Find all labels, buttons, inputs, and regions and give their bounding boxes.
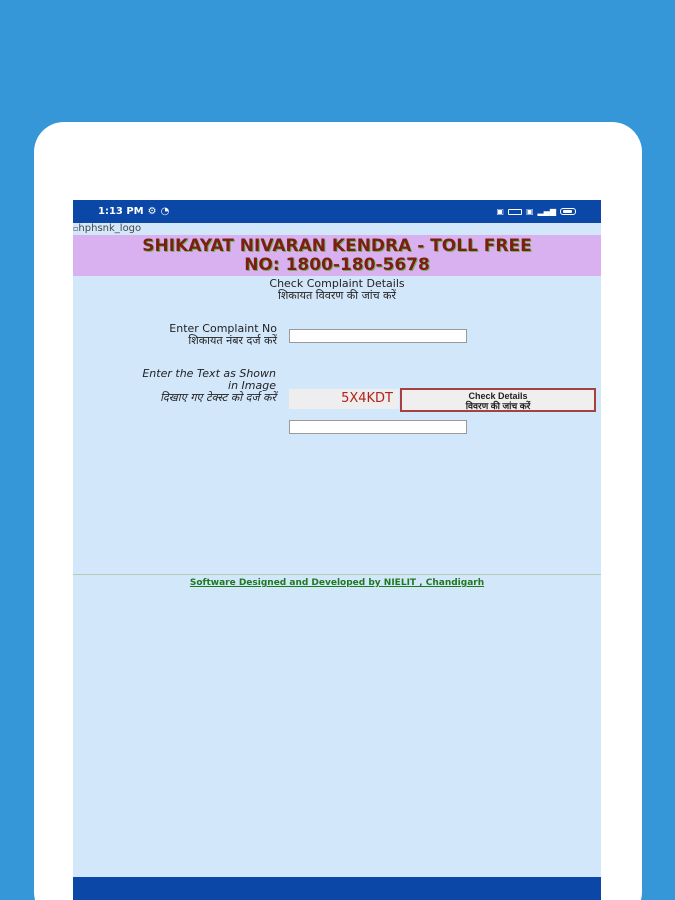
whatsapp-icon: ◔ — [160, 206, 170, 217]
captcha-label-en-2: in Image — [228, 379, 276, 392]
navigation-bar — [73, 877, 601, 900]
status-time: 1:13 PM — [98, 206, 144, 217]
complaint-number-label — [93, 323, 277, 347]
wifi-icon — [508, 209, 522, 215]
footer-divider — [73, 574, 601, 575]
captcha-image: 5X4KDT — [289, 389, 399, 409]
captcha-label — [73, 368, 276, 404]
battery-icon — [560, 208, 576, 215]
check-details-button-en: Check Details — [468, 391, 528, 401]
settings-icon: ⚙ — [147, 206, 157, 217]
volte-icon: ▣ — [496, 207, 504, 216]
app-screen — [73, 200, 601, 900]
developer-credit-link[interactable]: Software Designed and Developed by NIELIT , Chandigarh — [189, 578, 485, 588]
page-title — [73, 278, 601, 302]
banner-line-2: NO: 1800-180-5678 — [244, 255, 430, 275]
status-bar — [73, 200, 601, 223]
page-title-en: Check Complaint Details — [269, 277, 405, 290]
broken-image-icon: ▫ — [73, 224, 79, 233]
check-details-button[interactable] — [400, 388, 596, 412]
logo-image — [73, 223, 601, 235]
complaint-number-label-en: Enter Complaint No — [169, 322, 277, 335]
header-banner — [73, 235, 601, 276]
check-details-button-hi: विवरण की जांच करें — [465, 401, 531, 411]
complaint-number-input[interactable] — [289, 329, 467, 343]
captcha-label-en-1: Enter the Text as Shown — [142, 367, 276, 380]
complaint-number-label-hi: शिकायत नंबर दर्ज करें — [188, 334, 277, 347]
captcha-label-hi: दिखाए गए टेक्स्ट को दर्ज करें — [160, 391, 276, 404]
logo-alt-text: hphsnk_logo — [78, 223, 142, 234]
page-title-hi: शिकायत विवरण की जांच करें — [277, 289, 397, 302]
captcha-input[interactable] — [289, 420, 467, 434]
banner-line-1: SHIKAYAT NIVARAN KENDRA - TOLL FREE — [142, 236, 532, 256]
lte-icon: ▣ — [525, 207, 534, 216]
complaint-form — [73, 318, 601, 438]
signal-icon: ▂▄▆ — [537, 207, 556, 216]
